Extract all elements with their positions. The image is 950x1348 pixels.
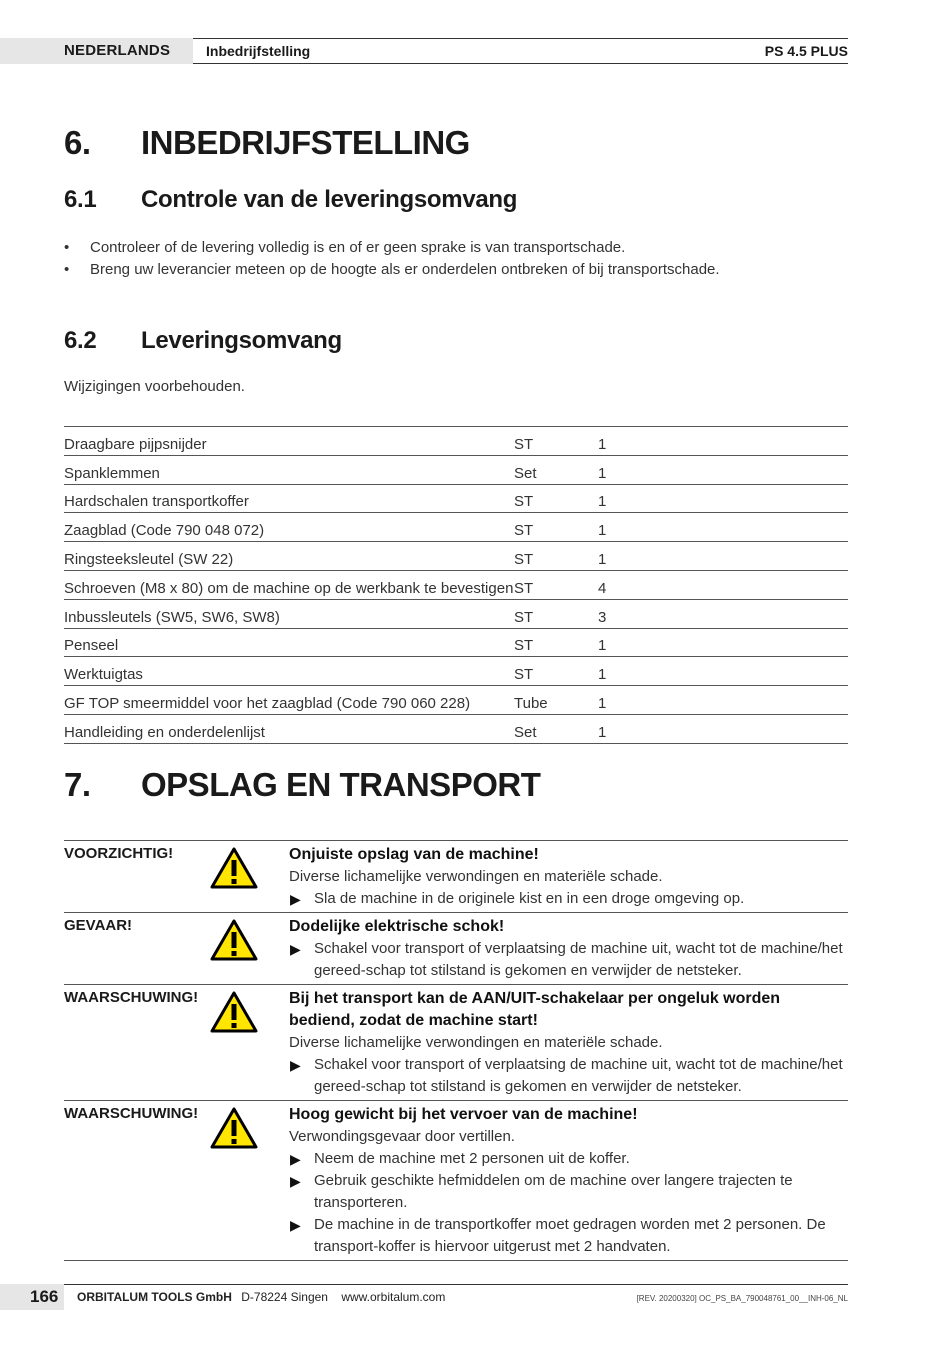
notice-content: [289, 841, 848, 912]
safety-notice: [64, 840, 848, 912]
notice-content: [289, 1101, 848, 1260]
item-qty: 1: [598, 513, 848, 542]
warning-triangle-icon: [210, 991, 258, 1033]
footer-company-info: [77, 1290, 455, 1304]
warning-triangle-icon: [210, 919, 258, 961]
item-unit: ST: [514, 570, 598, 599]
item-unit: ST: [514, 542, 598, 571]
item-name: Ringsteeksleutel (SW 22): [64, 542, 514, 571]
list-item: • Controleer of de levering volledig is en of er geen sprake is van transportschade.: [64, 237, 720, 259]
item-unit: Set: [514, 714, 598, 743]
section-title: Controle van de leveringsomvang: [141, 186, 518, 213]
step-text: De machine in de transportkoffer moet gedragen worden met 2 personen. De transport-koffer is hiervoor uitgerust met 2 handvaten.: [314, 1216, 826, 1255]
item-qty: 4: [598, 570, 848, 599]
item-unit: ST: [514, 513, 598, 542]
table-row: [64, 657, 848, 686]
table-row: [64, 686, 848, 715]
item-unit: ST: [514, 628, 598, 657]
change-note: Wijzigingen voorbehouden.: [64, 378, 245, 395]
step-arrow-icon: ▶: [290, 1057, 301, 1073]
step-arrow-icon: ▶: [290, 1151, 301, 1167]
language-tab: [0, 38, 193, 64]
signal-word: WAARSCHUWING!: [64, 989, 199, 1006]
chapter-number: 6.: [64, 124, 91, 161]
table-row: [64, 570, 848, 599]
step-arrow-icon: ▶: [290, 941, 301, 957]
table-row: [64, 542, 848, 571]
notice-consequence: Diverse lichamelijke verwondingen en materiële schade.: [289, 868, 663, 885]
item-qty: 1: [598, 686, 848, 715]
footer-rule: [64, 1284, 848, 1285]
step-text: Gebruik geschikte hefmiddelen om de machine over langere trajecten te transporteren.: [314, 1172, 793, 1211]
item-qty: 1: [598, 628, 848, 657]
notice-title: Dodelijke elektrische schok!: [289, 918, 505, 935]
signal-word: VOORZICHTIG!: [64, 845, 174, 862]
step-text: Neem de machine met 2 personen uit de koffer.: [314, 1150, 630, 1167]
notice-step: [289, 1214, 848, 1258]
step-text: Schakel voor transport of verplaatsing de machine uit, wacht tot de machine/het gereed-schap tot stilstand is gekomen en verwijder de netsteker.: [314, 940, 843, 979]
warning-triangle-icon: [210, 1107, 258, 1149]
table-row: [64, 599, 848, 628]
step-arrow-icon: ▶: [290, 891, 301, 907]
step-text: Sla de machine in de originele kist en in een droge omgeving op.: [314, 890, 745, 907]
safety-notices: [64, 840, 848, 1261]
notice-content: [289, 913, 848, 984]
notice-consequence: Verwondingsgevaar door vertillen.: [289, 1128, 515, 1145]
warning-triangle-icon: [210, 847, 258, 889]
safety-notice: [64, 1100, 848, 1261]
company-website: www.orbitalum.com: [341, 1290, 446, 1304]
table-row: [64, 628, 848, 657]
table-row: [64, 484, 848, 513]
notice-consequence: Diverse lichamelijke verwondingen en materiële schade.: [289, 1034, 663, 1051]
item-qty: 1: [598, 484, 848, 513]
item-name: Zaagblad (Code 790 048 072): [64, 513, 514, 542]
header-model: PS 4.5 PLUS: [764, 43, 848, 59]
safety-notice: [64, 912, 848, 984]
notice-title: Hoog gewicht bij het vervoer van de machine!: [289, 1106, 638, 1123]
notice-step: [289, 938, 848, 982]
table-row: [64, 714, 848, 743]
header-rule-bottom: [193, 63, 848, 64]
item-name: Hardschalen transportkoffer: [64, 484, 514, 513]
list-item: • Breng uw leverancier meteen op de hoogte als er onderdelen ontbreken of bij transportschade.: [64, 259, 720, 281]
table-row: [64, 455, 848, 484]
chapter-number: 7.: [64, 766, 91, 803]
company-address: D-78224 Singen: [241, 1290, 328, 1304]
signal-word: WAARSCHUWING!: [64, 1105, 199, 1122]
signal-word: GEVAAR!: [64, 917, 133, 934]
item-name: Inbussleutels (SW5, SW6, SW8): [64, 599, 514, 628]
step-arrow-icon: ▶: [290, 1173, 301, 1189]
item-qty: 1: [598, 455, 848, 484]
notice-step: [289, 1148, 848, 1170]
revision-code: [REV. 20200320] OC_PS_BA_790048761_00__INH-06_NL: [636, 1294, 848, 1303]
notice-step: [289, 1054, 848, 1098]
delivery-scope-table: [64, 426, 848, 744]
item-name: Werktuigtas: [64, 657, 514, 686]
section-number: 6.1: [64, 186, 97, 213]
item-unit: Set: [514, 455, 598, 484]
item-name: GF TOP smeermiddel voor het zaagblad (Code 790 060 228): [64, 686, 514, 715]
header-section-title: Inbedrijfstelling: [206, 43, 311, 59]
notice-step: [289, 1170, 848, 1214]
safety-notice: [64, 984, 848, 1100]
language-label: NEDERLANDS: [64, 42, 171, 59]
item-unit: ST: [514, 427, 598, 456]
check-list: [64, 237, 720, 281]
item-unit: ST: [514, 484, 598, 513]
item-name: Handleiding en onderdelenlijst: [64, 714, 514, 743]
item-unit: ST: [514, 599, 598, 628]
header-rule-top: [193, 38, 848, 39]
page-number: 166: [30, 1287, 59, 1306]
step-text: Schakel voor transport of verplaatsing de machine uit, wacht tot de machine/het gereed-schap tot stilstand is gekomen en verwijder de netsteker.: [314, 1056, 843, 1095]
step-arrow-icon: ▶: [290, 1217, 301, 1233]
item-qty: 1: [598, 427, 848, 456]
section-number: 6.2: [64, 327, 97, 354]
company-name: ORBITALUM TOOLS GmbH: [77, 1290, 232, 1304]
item-name: Penseel: [64, 628, 514, 657]
item-name: Schroeven (M8 x 80) om de machine op de werkbank te bevestigen: [64, 570, 514, 599]
item-unit: Tube: [514, 686, 598, 715]
item-qty: 1: [598, 657, 848, 686]
item-qty: 1: [598, 542, 848, 571]
item-qty: 1: [598, 714, 848, 743]
item-name: Spanklemmen: [64, 455, 514, 484]
item-unit: ST: [514, 657, 598, 686]
chapter-title: OPSLAG EN TRANSPORT: [141, 766, 541, 803]
chapter-title: INBEDRIJFSTELLING: [141, 124, 470, 161]
table-row: [64, 427, 848, 456]
section-title: Leveringsomvang: [141, 327, 342, 354]
item-name: Draagbare pijpsnijder: [64, 427, 514, 456]
notice-content: [289, 985, 848, 1100]
notice-title: Onjuiste opslag van de machine!: [289, 846, 539, 863]
item-qty: 3: [598, 599, 848, 628]
notice-step: [289, 888, 848, 910]
notice-title: Bij het transport kan de AAN/UIT-schakelaar per ongeluk worden bediend, zodat de machine start!: [289, 990, 781, 1029]
table-row: [64, 513, 848, 542]
